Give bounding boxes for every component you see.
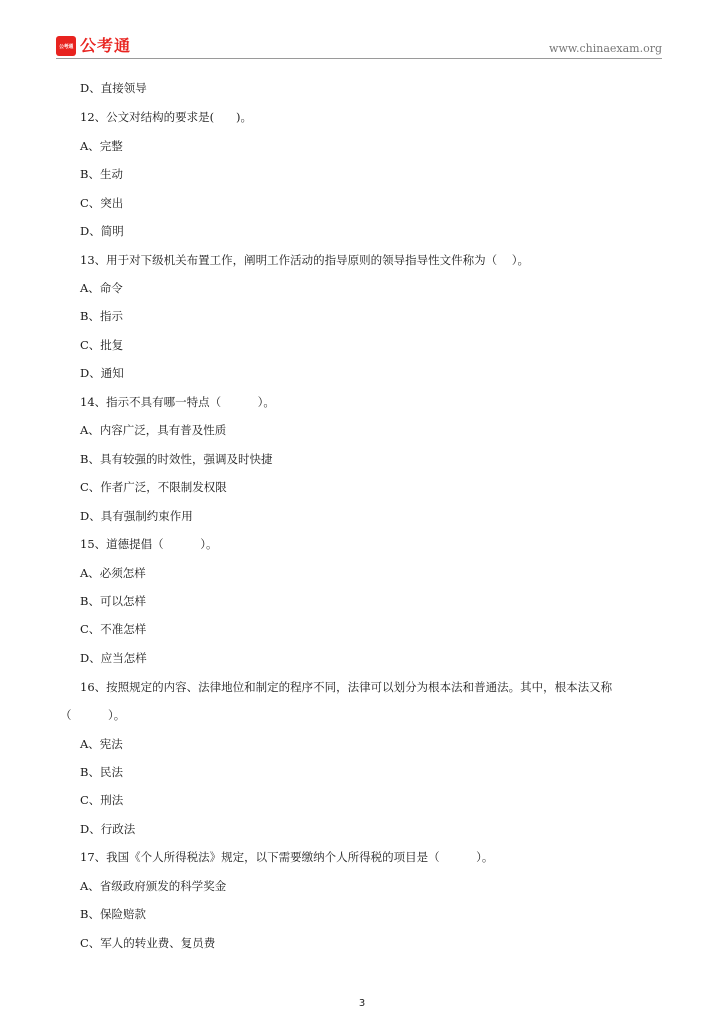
question-13: 13、用于对下级机关布置工作，阐明工作活动的指导原则的领导指导性文件称为（ ）。 [80,253,530,267]
option-b-q14: B、具有较强的时效性，强调及时快捷 [80,452,273,466]
question-15: 15、道德提倡（ ）。 [80,537,218,551]
option-d-q11: D、直接领导 [80,81,147,95]
logo-badge-icon: 公考通 [56,36,76,56]
option-d-q14: D、具有强制约束作用 [80,509,193,523]
option-b-q12: B、生动 [80,167,123,181]
option-c-q12: C、突出 [80,196,124,210]
logo-text: 公考通 [80,36,132,55]
option-a-q12: A、完整 [80,139,123,153]
option-b-q17: B、保险赔款 [80,907,146,921]
option-c-q14: C、作者广泛，不限制发权限 [80,480,227,494]
brand-logo[interactable] [56,36,131,56]
option-a-q17: A、省级政府颁发的科学奖金 [80,879,227,893]
option-c-q15: C、不准怎样 [80,622,147,636]
option-a-q16: A、宪法 [80,737,123,751]
header-divider [56,58,662,59]
option-c-q16: C、刑法 [80,793,124,807]
site-url[interactable]: www.chinaexam.org [549,42,662,55]
option-c-q13: C、批复 [80,338,124,352]
option-b-q16: B、民法 [80,765,123,779]
page-header [56,34,662,58]
question-17: 17、我国《个人所得税法》规定，以下需要缴纳个人所得税的项目是（ ）。 [80,850,494,864]
option-d-q12: D、简明 [80,224,124,238]
option-a-q15: A、必须怎样 [80,566,146,580]
question-12: 12、公文对结构的要求是( )。 [80,110,253,124]
option-a-q13: A、命令 [80,281,123,295]
option-b-q15: B、可以怎样 [80,594,146,608]
option-d-q16: D、行政法 [80,822,136,836]
question-14: 14、指示不具有哪一特点（ ）。 [80,395,275,409]
option-a-q14: A、内容广泛，具有普及性质 [80,423,227,437]
option-d-q13: D、通知 [80,366,124,380]
question-16: 16、按照规定的内容、法律地位和制定的程序不同，法律可以划分为根本法和普通法。其中，根本法又称 [80,680,613,694]
question-16-continuation: （ ）。 [60,708,126,722]
option-d-q15: D、应当怎样 [80,651,147,665]
option-c-q17: C、军人的转业费、复员费 [80,936,216,950]
option-b-q13: B、指示 [80,309,123,323]
page-number: 3 [358,998,366,1009]
